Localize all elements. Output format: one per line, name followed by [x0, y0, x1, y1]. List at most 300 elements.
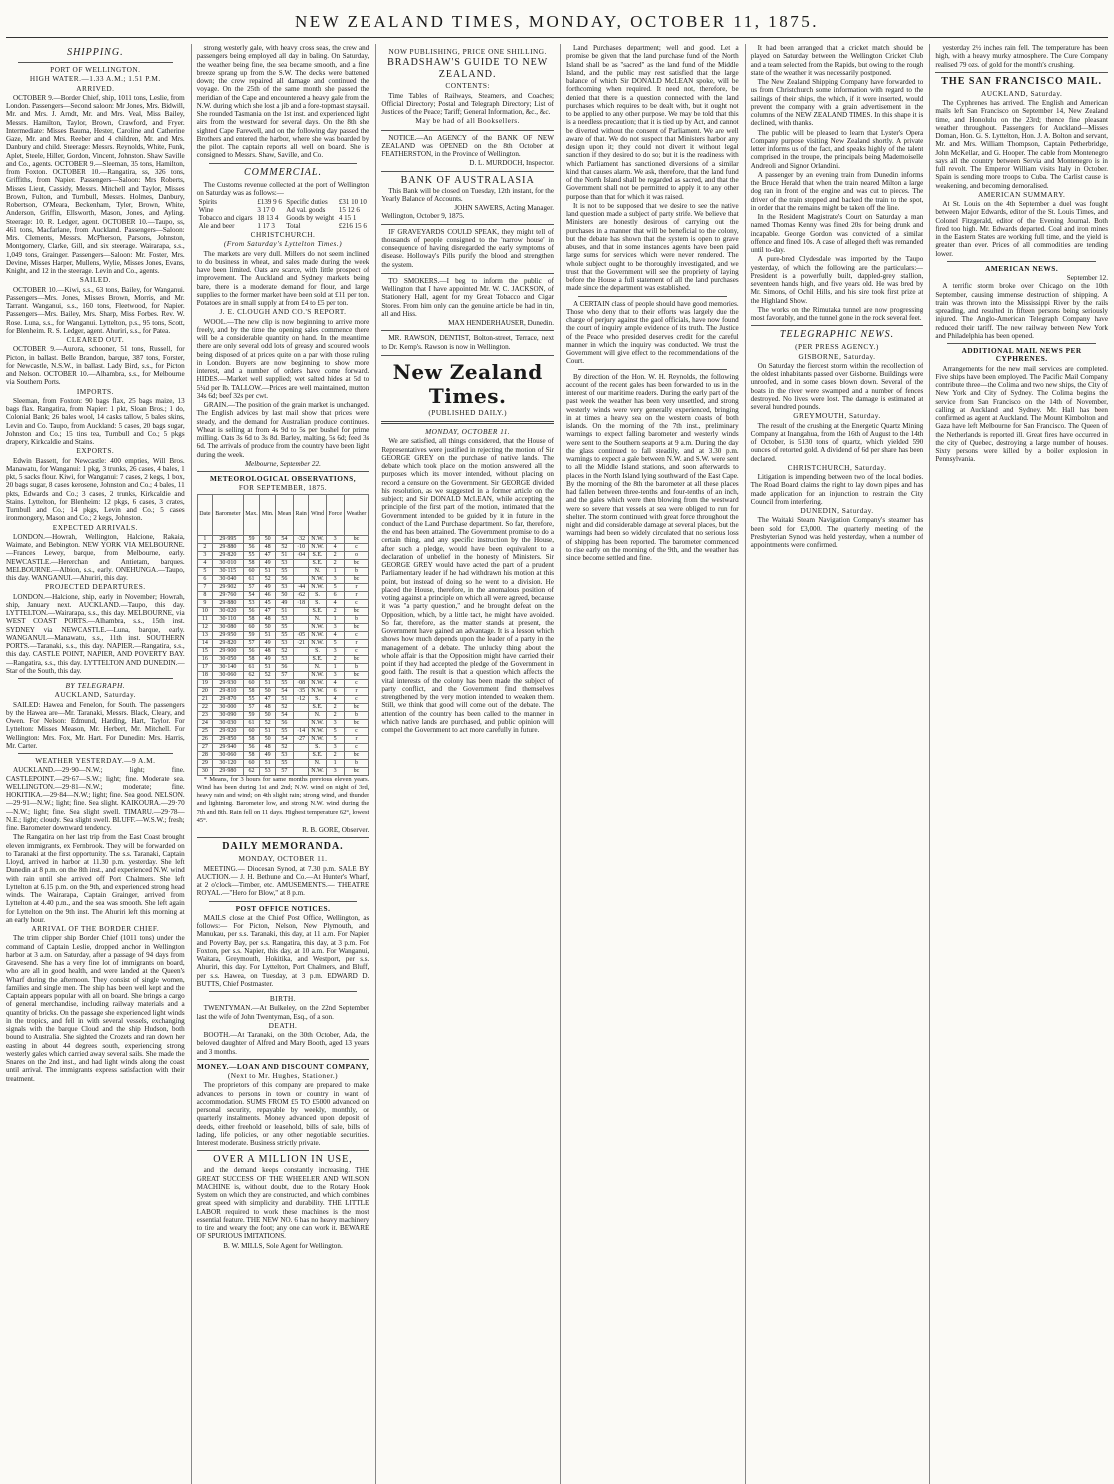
meteo-row [197, 671, 369, 679]
customs-intro: The Customs revenue collected at the port of Wellington on Saturday was as follows:— [196, 180, 370, 197]
meteo-cell: 24 [197, 719, 212, 727]
col4-text-4: By direction of the Hon. W. H. Reynolds, the following account of the recent gales has been forwarded to us in the interest of our maritime readers. During the early part of the past week the weather has been very unsettled, and strong westerly winds were very generally experienced, bringing in at times a heavy sea on the western coasts of both islands. On the morning of the 7th inst., preliminary warnings to expect falling barometer and westerly winds were sent to the Southern seaports at 9 a.m. During the day the glass continued to fall steadily, and at 3.30 p.m. warnings to expect a gale between N.W. and S.W. were sent to all the Middle Island stations, and soon afterwards to places in the North Island lying southward of the East Cape. By the morning of the 8th the barometer at all these places had fallen between three-tenths and four-tenths of an inch, and the gales which were then blowing from the westward were so severe that vessels at sea were obliged to run for shelter. The storm continued with great force throughout the night and did considerable damage at several places, but the warnings had been so widely circulated that no serious loss of shipping has been reported. The barometer commenced to rise early on the morning of the 9th, and the weather has since become settled and fine. [566, 372, 739, 562]
meteo-cell: 54 [275, 535, 293, 543]
meteo-cell: N.W. [309, 543, 326, 551]
contents-text: Time Tables of Railways, Steamers, and Coaches; Official Directory; Postal and Telegraph Directory; List of Justices of the Peace; Tariff; General Information, &c., &c. [381, 91, 554, 116]
meteo-cell: 46 [260, 591, 276, 599]
meteo-cell: bc [344, 559, 369, 567]
meteo-cell: 29·920 [213, 727, 244, 735]
meteo-cell: ·18 [293, 599, 308, 607]
meteo-cell: 49 [260, 583, 276, 591]
meteo-cell: ·35 [293, 687, 308, 695]
dateline-1: GISBORNE, Saturday. [798, 351, 876, 361]
meteo-cell: 48 [260, 703, 276, 711]
meteo-cell: 55 [275, 679, 293, 687]
meteo-cell [293, 759, 308, 767]
meteo-cell [293, 719, 308, 727]
meteo-row [197, 767, 369, 775]
port-heading: PORT OF WELLINGTON. [50, 65, 141, 74]
meteo-cell: 1 [326, 759, 344, 767]
meteo-header: Max. [243, 494, 260, 535]
meteo-cell: N.W. [309, 623, 326, 631]
meteo-cell: 29·880 [213, 543, 244, 551]
meteo-cell: 62 [243, 671, 260, 679]
meteo-cell: N.W. [309, 735, 326, 743]
meteo-cell: 51 [260, 631, 276, 639]
american-summary-text: At St. Louis on the 4th September a duel was fought between Major Edwards, editor of the St. Louis Times, and Colonel Fitzgerald, editor of the Evening Journal. Both fired too high. Mr. Edwards departed. Coal and iron mines in the Eastern States are working full time, and the yield is greater than ever. Prices of all commodities are tending lower. [935, 200, 1108, 258]
divider [935, 72, 1108, 73]
meteo-cell: 29·940 [213, 743, 244, 751]
divider [209, 901, 358, 902]
meteo-cell [293, 743, 308, 751]
meteo-row [197, 591, 369, 599]
sf-text: The Cyphrenes has arrived. The English and American mails left San Francisco on September 14, New Zealand time, and Honolulu on the 23rd; thence fine pleasant weather throughout. Passengers for Auckland—Misses Doman, Hon. G. S. Lyttelton, Hon. J. A. Bolton and servant, Mr. and Mrs. William Thompson, Captain Petherbridge, John McKellar, and G. Hooper. The cable from Montenegro says all the country between Servia and Montenegro is in full revolt. The Emperor William visits Italy in October. Spain is sending more troops to Cuba. The Carlist cause is weakening, and becoming demoralised. [935, 99, 1108, 190]
smokers-sign: MAX HENDERHAUSER, Dunedin. [448, 319, 554, 327]
meteo-cell: 51 [260, 663, 276, 671]
meteo-cell: 30·110 [213, 615, 244, 623]
divider [947, 343, 1096, 344]
meteo-cell: 58 [243, 751, 260, 759]
cleared-label: CLEARED OUT. [66, 335, 125, 344]
column-4 [560, 44, 739, 1484]
divider [209, 991, 358, 992]
meteo-heading: METEOROLOGICAL OBSERVATIONS, [209, 474, 357, 483]
meteo-row [197, 711, 369, 719]
shipping-notes: The Rangatira on her last trip from the East Coast brought eleven immigrants, ex Fernbrook. They will be forwarded on to Taranaki at the first opportunity. The s.s. Taranaki, Captain Lloyd, arrived in harbor at 11.30 p.m. yesterday. She left Dunedin at 8 p.m. on the 8th inst., and experienced N.W. wind with rain until she arrived off Port Chalmers. She left Lyttelton at 6.15 p.m. on the 9th, and experienced strong head winds. The Wairarapa, Captain Grainger, arrived from Lyttelton at 4.40 p.m., and the sea was smooth. She left again for Lyttelton on the 9th inst. The Ahuriri left this morning at an early hour. [6, 833, 185, 924]
meteo-cell: 4 [326, 695, 344, 703]
meteo-cell: S. [309, 591, 326, 599]
editorial-text: We are satisfied, all things considered, that the House of Representatives were justified in rejecting the motion of Sir GEORGE GREY on the purchase of native lands. The debate which took place on the motion answered all the purposes which its mover intended, without placing on record a censure on the Government. Sir GEORGE divided his resolution, as we suggested in a former article on the subject; and Sir DONALD McLEAN, while accepting the principle of the first part of the motion, intimated that the Government intended to be guided by it in future in the conduct of the Land Purchase department. So far, therefore, the end has been attained. The Government promise to do a certain thing, and any specific instruction by the House, after such a pledge, would have been equivalent to a declaration of unbelief in the honesty of Ministers. Sir GEORGE GREY would have acted the part of a prudent Parliamentary leader if he had withdrawn his motion at this point, but instead of doing so he went to a division. He placed the House, therefore, in the anomalous position of voting against a principle on which all were agreed, because it was "a party question," and he brought defeat on the Opposition, which, by a little tact, he might have avoided. So far, therefore, as the matter stands at present, the Government have gained an advantage. It is a lesson which shows how much depends upon the leader of a party in the management of a debate. The unlucky thing about the whole affair is that the Opposition might have carried their point if they had accepted the pledge of the Government in good faith. The result is that a question which affects the vital interests of the colony has been made the subject of party conflict, and the Government find themselves strengthened by the very motion intended to weaken them. Still, we think that good will come out of the debate. The attention of the country has been called to the manner in which native lands are purchased, and public opinion will compel the Government to act more carefully in future. [381, 437, 554, 734]
post-heading: POST OFFICE NOTICES. [235, 903, 331, 913]
meteo-cell: 29 [197, 759, 212, 767]
meteo-cell: r [344, 639, 369, 647]
meteo-cell: 30·140 [213, 663, 244, 671]
meteo-cell: 50 [260, 623, 276, 631]
daily-date: MONDAY, OCTOBER 11. [238, 854, 328, 864]
meteo-cell: N.W. [309, 727, 326, 735]
meteo-cell: 52 [275, 743, 293, 751]
customs-cell: 15 12 6 [338, 206, 360, 214]
meteo-cell: 3 [326, 671, 344, 679]
christchurch-text: The markets are very dull. Millers do not seem inclined to do business in wheat, and sales made during the week have been limited. Oats are scarce, with little prospect of improvement. The Auckland and Sydney markets being bare, there is a moderate demand for flour, and large supplies to the former market have been sold at £11 per ton. Potatoes are in small supply at from £4 to £5 per ton. [196, 249, 370, 307]
meteo-cell: S.E. [309, 551, 326, 559]
weather-text: AUCKLAND.—29·90—N.W.; light; fine. CASTLEPOINT.—29·67—S.W.; light; fine. Moderate sea. WELLINGTON.—29·81—N.W.; moderate; fine. HOKITIKA.—29·84—N.W.; light; fine. Sea good. NELSON.—29·91—N.W.; light; fine. Sea slight. KAIKOURA.—29·70—N.W.; light; fine. Sea slight swell. TIMARU.—29·78—N.E.; light; cloudy. Sea slight swell. BLUFF.—W.S.W.; fresh; fine. Barometer downward tendency. [6, 766, 185, 832]
exports-text: Edwin Bassett, for Newcastle: 400 empties, Will Bros. Manawatu, for Wanganui: 1 pkg, 3 trunks, 26 cases, 4 bales, 1 pkt, 5 sacks flour. Kiwi, for Wanganui: 7 cases, 2 kegs, 1 box, 20 bags sugar, 8 cases kerosene, Johnston and Co.; 4 bales, 11 pkts, Edwards and Co.; 3 cases, 2 trunks, Kirkcaldie and Stains. Lyttelton, for Blenheim: 12 pkgs, 6 cases, 3 crates, Turnbull and Co.; 14 pkgs, Levin and Co.; 5 cases ironmongery, Mason and Co.; 2 kegs, Johnston. [6, 456, 185, 523]
meteo-row [197, 679, 369, 687]
meteo-cell: S.E. [309, 751, 326, 759]
sf-dateline: AUCKLAND, Saturday. [980, 88, 1063, 98]
meteo-cell: 9 [197, 599, 212, 607]
dateline-4: DUNEDIN, Saturday. [800, 506, 874, 515]
meteo-cell: 3 [326, 767, 344, 775]
paper-subtitle: (PUBLISHED DAILY.) [428, 407, 507, 417]
meteo-cell [293, 671, 308, 679]
meteo-cell: 50 [260, 535, 276, 543]
meteo-cell: 8 [197, 591, 212, 599]
meteo-cell: 2 [326, 703, 344, 711]
meteo-cell: 56 [275, 719, 293, 727]
customs-cell: 4 15 1 [338, 214, 357, 222]
masthead: NEW ZEALAND TIMES, MONDAY, OCTOBER 11, 1875. [6, 8, 1108, 38]
death-text: BOOTH.—At Taranaki, on the 30th October, Ada, the beloved daughter of Alfred and Mary Booth, aged 13 years and 3 months. [196, 1031, 370, 1056]
dateline-3: CHRISTCHURCH, Saturday. [787, 462, 887, 472]
meteo-cell: r [344, 583, 369, 591]
meteo-cell: 58 [243, 615, 260, 623]
meteo-cell: r [344, 591, 369, 599]
meteo-cell: ·10 [293, 543, 308, 551]
meteo-cell: 51 [275, 551, 293, 559]
contents-label: CONTENTS: [445, 81, 490, 91]
meteo-header: Wind [309, 494, 326, 535]
meteo-cell: 55 [275, 727, 293, 735]
birth-heading: BIRTH. [269, 994, 297, 1003]
divider [197, 471, 370, 472]
customs-cell: Goods by weight [286, 214, 335, 222]
meteo-cell: 58 [243, 687, 260, 695]
meteo-row [197, 695, 369, 703]
meteo-cell: b [344, 567, 369, 575]
divider [209, 163, 358, 164]
col5-text-2: The New Zealand Shipping Company have forwarded to us from Christchurch some information with regard to the sailings of their ships, the which, if it were inserted, would prevent the company with a grain advertisement in the columns of the NEW ZEALAND TIMES. In this shape it is declined, with thanks. [750, 78, 924, 128]
meteo-cell: 2 [326, 751, 344, 759]
meteo-cell: bc [344, 671, 369, 679]
meteo-cell: 47 [260, 607, 276, 615]
meteo-cell [293, 711, 308, 719]
meteo-cell: 50 [275, 591, 293, 599]
meteo-cell [293, 767, 308, 775]
meteo-cell: 13 [197, 631, 212, 639]
notice-sign: D. L. MURDOCH, Inspector. [469, 159, 554, 168]
meteo-row [197, 623, 369, 631]
meteo-cell: 30 [197, 767, 212, 775]
meteo-cell: b [344, 615, 369, 623]
meteo-cell: 17 [197, 663, 212, 671]
divider [197, 1059, 370, 1060]
meteo-cell [293, 655, 308, 663]
daily-memoranda-heading: DAILY MEMORANDA. [222, 841, 344, 853]
report-text: WOOL.—The new clip is now beginning to arrive more freely, and by the time the opening sales commence there will be a considerable quantity on hand. In the meantime there are only several odd lots of greasy and scoured wools being disposed of at prices quite on a par with those ruling in London. Buyers are now beginning to show more interest, and a number of orders have come forward. HIDES.—Market well supplied; wet salted hides at 5d to 5¼d per lb. TALLOW.—Prices are well maintained, mutton 34s 6d; beef 32s per cwt. [196, 317, 370, 400]
bank-australasia-ad [381, 172, 554, 225]
meteo-cell: N. [309, 663, 326, 671]
meteo-cell: 55 [243, 695, 260, 703]
meteo-cell: 30·080 [213, 623, 244, 631]
meteo-cell: 30·060 [213, 751, 244, 759]
machine-heading: OVER A MILLION IN USE, [213, 1154, 353, 1166]
meteo-table [197, 494, 370, 776]
meteo-cell: 1 [326, 567, 344, 575]
meteo-cell: 29·995 [213, 535, 244, 543]
meteo-cell: 5 [326, 735, 344, 743]
meteo-cell: 3 [326, 535, 344, 543]
meteo-cell: 56 [243, 647, 260, 655]
meteo-cell: 58 [243, 559, 260, 567]
meteo-cell [293, 607, 308, 615]
meteo-cell: 60 [243, 567, 260, 575]
sailed-text: OCTOBER 10.—Kiwi, s.s., 63 tons, Bailey, for Wanganui. Passengers—Mrs. Jones, Misses Brown, Morris, and Mr. Tarrant. Wanganui, s.s., 160 tons, Fleetwood, for Napier. Passengers—Mrs. Bailey, Mrs. Sharp, Miss Forbes. Rev. W. Rose. Luna, s.s., for Wanganui. Lyttelton, p.s., 95 tons, Scott, for Blenheim. R. S. Ledger, agent. Ahuriri, s.s., for Patea. [6, 285, 185, 335]
meteo-cell: 29·760 [213, 591, 244, 599]
meteo-cell: 60 [243, 679, 260, 687]
meteo-cell: 28 [197, 751, 212, 759]
meteo-cell: 6 [326, 687, 344, 695]
col2-text: strong westerly gale, with heavy cross seas, the crew and passengers being employed all day in baling. On Saturday, the weather being fine, the sea became smooth, and a fine breeze sprang up from the S.W. The decks were battened down; the crew repaired all damage and continued the voyage. On the 25th of the same month she passed the meridian of the Cape and encountered a heavy gale from the N.W. during which she lost a jib and a fore-topmast staysail. She rounded Tasmania on the 1st inst. and experienced light airs from the westward for several days. On the 8th she sighted Cape Farewell, and on the following day passed the Brothers and entered the harbor, where she was boarded by the pilot. The captain reports all well on board. She is consigned to Messrs. Shaw, Saville, and Co. [196, 44, 370, 160]
editorial-date: MONDAY, OCTOBER 11. [425, 427, 511, 436]
meteo-cell [293, 567, 308, 575]
machine-text: and the demand keeps constantly increasing. THE GREAT SUCCESS OF THE WHEELER AND WILSON MACHINE is, without doubt, due to the Rotary Hook System on which they are constructed, and which combines great speed with simplicity and durability. THE LITTLE LABOR required to work these machines is the most essential feature. THE NEW NO. 6 has no heavy machinery to tire and weary the foot; any one can work it. BEWARE OF SPURIOUS IMITATIONS. [196, 1166, 370, 1241]
meteo-cell: 3 [326, 575, 344, 583]
exports-label: EXPORTS. [76, 446, 115, 456]
auckland-label: AUCKLAND, Saturday. [54, 690, 137, 700]
departures-label: PROJECTED DEPARTURES. [45, 582, 146, 592]
meteo-cell [293, 615, 308, 623]
daily-text: MEETING.— Diocesan Synod, at 7.30 p.m. SALE BY AUCTION.— J. H. Bethune and Co.—At Hunter's Wharf, at 2 o'clock—Timber, etc. AMUSEMENTS.— THEATRE ROYAL.—"Hero for Blow," at 8 p.m. [196, 864, 370, 898]
meteo-row [197, 543, 369, 551]
meteo-cell: N.W. [309, 679, 326, 687]
col4-text-1: Land Purchases department; well and good. Let a promise be given that the land purchase fund of the North Island shall be as "sacred" as the land fund of the Middle Island, and the public may rest satisfied that the large balance of which Sir DONALD McLEAN spoke, will be forthcoming when required. It need not, therefore, be denied that there is a question connected with the land purchases which requires to be dealt with, but it ought not to be applied to any other purpose. We may be told that this is a needless precaution; that it is tied up by Act, and cannot be diverted without the consent of Parliament. We are well aware of that. We do not suspect that Ministers harbor any design upon it; they could not divert it without legal sanction if they desired to do so; but it is the readiness with which Parliament has sanctioned diversions of a similar kind that causes alarm. We ask, therefore, that the land fund of the North Island shall be regarded as sacred, and that the Government shall not be permitted to apply it to any other purpose than that for which it was raised. [566, 44, 739, 201]
customs-cell: £31 10 10 [338, 198, 367, 206]
meteo-cell: bc [344, 655, 369, 663]
meteo-cell: S. [309, 743, 326, 751]
meteo-cell: 3 [197, 551, 212, 559]
meteo-cell: 54 [275, 687, 293, 695]
meteo-cell: 29·880 [213, 599, 244, 607]
meteo-note: * Means, for 3 hours for same months previous eleven years. Wind has been during 1st and 2nd; N.W. wind on night of 3rd, heavy rain and wind; on 4th slight rain; strong wind, and thunder and lightning. Barometer low, and strong N.W. wind during the 7th and 8th. Rain fell on 11 days. Highest temperature 62°, lowest 45°. [196, 775, 370, 824]
meteo-cell: 30·060 [213, 671, 244, 679]
meteo-cell: S.E. [309, 703, 326, 711]
meteo-cell: 56 [243, 743, 260, 751]
paper-title: New Zealand Times. [392, 359, 543, 408]
report-date: Melbourne, September 22. [245, 459, 321, 468]
death-heading: DEATH. [268, 1020, 298, 1030]
meteo-cell: b [344, 711, 369, 719]
divider [947, 261, 1096, 262]
meteo-cell: 56 [275, 663, 293, 671]
meteo-row [197, 583, 369, 591]
meteo-cell: 55 [275, 631, 293, 639]
meteo-cell: N.W. [309, 583, 326, 591]
meteo-cell: c [344, 695, 369, 703]
meteo-cell: ·27 [293, 735, 308, 743]
meteo-row [197, 735, 369, 743]
telegraphic-heading: TELEGRAPHIC NEWS. [779, 329, 895, 341]
meteo-cell: ·14 [293, 727, 308, 735]
american-news-date: September 12. [1066, 274, 1108, 282]
meteo-cell: 3 [326, 623, 344, 631]
meteo-cell: 52 [275, 703, 293, 711]
meteo-cell: ·21 [293, 639, 308, 647]
meteo-cell: 3 [326, 743, 344, 751]
meteo-row [197, 751, 369, 759]
customs-cell: 18 13 4 [257, 214, 279, 222]
meteo-cell: 59 [243, 535, 260, 543]
meteo-cell: ·08 [293, 679, 308, 687]
meteo-cell: 29·900 [213, 647, 244, 655]
meteo-cell [293, 751, 308, 759]
meteo-cell: 30·120 [213, 759, 244, 767]
customs-table [197, 198, 370, 230]
meteo-cell: 5 [326, 583, 344, 591]
imports-label: IMPORTS. [76, 386, 114, 396]
meteo-row [197, 759, 369, 767]
meteo-cell: S. [309, 647, 326, 655]
columns [6, 44, 1108, 1484]
meteo-cell: N.W. [309, 639, 326, 647]
divider [578, 369, 727, 370]
col4-text-2: It is not to be supposed that we desire to see the native land question made a subject of party strife. We believe that Ministers are honestly desirous of carrying out the purchases in a manner that will be beneficial to the colony, but the debate has shown that the system is open to grave abuses, and that in some instances agents have been paid large sums for services which were never rendered. The whole subject ought to be thoroughly investigated, and we trust that the Government will see the propriety of laying before the House a full statement of all the land purchases made since the department was established. [566, 201, 739, 293]
meteo-cell: 4 [326, 543, 344, 551]
booksellers: May be had of all Booksellers. [415, 116, 520, 126]
meteo-row [197, 631, 369, 639]
meteo-cell: 54 [243, 591, 260, 599]
meteo-cell: bc [344, 751, 369, 759]
meteo-cell: N.W. [309, 719, 326, 727]
col5-text-3: The public will be pleased to learn that Lyster's Opera Company purpose visiting New Zealand shortly. A private letter informs us of the fact, and speaks highly of the talent comprised in the troupe, the principals being Mademoiselle Andreoli and Signor Orlandini. [750, 128, 924, 170]
customs-row [197, 198, 370, 206]
meteo-cell: 30·020 [213, 607, 244, 615]
smokers-text: TO SMOKERS.—I beg to inform the public of Wellington that I have appointed Mr. W. C. JACKSON, of Stationery Hall, agent for my Great Tobacco and Cigar Stores. From him only can the genuine article be had in tin, all and Hiss. [381, 276, 554, 318]
meteo-cell: 53 [275, 583, 293, 591]
meteo-cell: 52 [260, 575, 276, 583]
meteo-cell: S.E. [309, 655, 326, 663]
loan-subheading: (Next to Mr. Hughes, Stationer.) [227, 1071, 339, 1080]
col6-text-1: yesterday 2½ inches rain fell. The temperature has been high, with a heavy murky atmosphere. The Cure Company realised 79 ozs. of gold for the month's crushing. [935, 44, 1108, 69]
meteo-cell: 62 [243, 767, 260, 775]
meteo-cell: 60 [243, 727, 260, 735]
meteo-cell: 20 [197, 687, 212, 695]
col5-text-4: A passenger by an evening train from Dunedin informs the Bruce Herald that when the train neared Milton a large dog ran in front of the engine and was cut to pieces. The driver of the train stopped and backed the train to the spot, in order that the remains might be taken off the line. [750, 170, 924, 212]
column-3 [375, 44, 554, 1484]
meteo-cell: 57 [243, 703, 260, 711]
meteo-cell: c [344, 727, 369, 735]
meteo-cell: 57 [243, 639, 260, 647]
meteo-cell: 49 [275, 599, 293, 607]
additional-mail-text: Arrangements for the new mail services are completed. Five ships have been employed. The Pacific Mail Company contribute three—the Colima and two new ships, the City of New York and City of Sydney. The Colima begins the service from San Francisco on the 14th of November, calling at Auckland and Sydney. Mr. Hall has been confirmed as agent at Auckland. The Mount Kimbolton and Gaza have left Melbourne for San Francisco. The Queen of the Netherlands is reported ill. Great fires have occurred in the city of Quebec, destroying a large number of houses. Sixty persons were killed by a boiler explosion in Pennsylvania. [935, 364, 1108, 464]
customs-cell: Wine [198, 206, 214, 214]
meteo-cell: 56 [275, 575, 293, 583]
american-news-heading: AMERICAN NEWS. [985, 263, 1059, 273]
meteo-cell: 51 [260, 567, 276, 575]
meteo-cell: 49 [260, 751, 276, 759]
divider [751, 325, 924, 326]
meteo-row [197, 551, 369, 559]
meteo-row [197, 663, 369, 671]
meteo-cell: 58 [243, 735, 260, 743]
auckland-text: SAILED: Hawea and Fenelon, for South. The passengers by the Hawea are—Mr. Taranaki, Messrs. Black, Cleary, and Owen. For Nelson: Edmund, Harding, Hart, Taylor. For Lyttelton: Misses Meason, Mr. Herbert, Mr. Mitchell. For Wellington: Mrs. Fox, Mr. Hart. For Dunedin: Mrs. Harris, Mr. Carter. [6, 700, 185, 750]
meteo-cell: 29·820 [213, 639, 244, 647]
telegraph-label: BY TELEGRAPH. [65, 681, 126, 690]
meteo-cell: N.W. [309, 767, 326, 775]
customs-cell: Ad val. goods [286, 206, 326, 214]
meteo-cell: 30·050 [213, 655, 244, 663]
col4-text-3: A CERTAIN class of people should have good memories. Those who deny that to their efforts was largely due the charge of perjury against the gaol officials, have now found the court of inquiry ample evidence of its truth. The Justice of the Peace who presided deserves credit for the careful manner in which the inquiry was conducted. We trust the Government will give effect to the recommendations of the Court. [566, 299, 739, 366]
meteo-cell: 55 [275, 623, 293, 631]
meteo-cell: 61 [243, 575, 260, 583]
meteo-cell: 30·090 [213, 711, 244, 719]
meteo-cell: 53 [243, 599, 260, 607]
meteo-cell: 11 [197, 615, 212, 623]
meteo-cell: o [344, 551, 369, 559]
meteo-cell: bc [344, 535, 369, 543]
arrival-label: ARRIVAL OF THE BORDER CHIEF. [31, 924, 160, 933]
meteo-cell: 52 [275, 543, 293, 551]
meteo-cell: 2 [326, 551, 344, 559]
meteo-cell: 23 [197, 711, 212, 719]
christchurch-source: (From Saturday's Lyttelton Times.) [223, 239, 343, 249]
meteo-cell: 7 [197, 583, 212, 591]
meteo-cell: 49 [260, 639, 276, 647]
meteo-row [197, 655, 369, 663]
american-summary-heading: AMERICAN SUMMARY. [977, 189, 1066, 199]
meteo-cell: 22 [197, 703, 212, 711]
meteo-cell: 57 [243, 583, 260, 591]
meteo-cell: 4 [326, 679, 344, 687]
meteo-cell: 53 [275, 655, 293, 663]
customs-row [197, 206, 370, 214]
meteo-cell: 2 [326, 711, 344, 719]
christchurch-label: CHRISTCHURCH. [250, 230, 316, 239]
meteo-cell: N. [309, 615, 326, 623]
meteo-cell: 50 [260, 735, 276, 743]
meteo-cell: ·62 [293, 591, 308, 599]
sailed-label: SAILED. [79, 275, 111, 285]
meteo-cell: 5 [197, 567, 212, 575]
meteo-cell: 29·902 [213, 583, 244, 591]
customs-cell: Specific duties [286, 198, 328, 206]
meteo-cell: 56 [243, 543, 260, 551]
meteo-cell: 58 [243, 655, 260, 663]
meteo-row [197, 615, 369, 623]
meteo-cell: 15 [197, 647, 212, 655]
meteo-cell: 29·980 [213, 767, 244, 775]
meteo-row [197, 743, 369, 751]
meteo-cell: 57 [275, 767, 293, 775]
meteo-cell: 49 [260, 655, 276, 663]
meteo-cell: 54 [275, 711, 293, 719]
meteo-cell: N. [309, 759, 326, 767]
meteo-cell: 53 [275, 559, 293, 567]
meteo-header: Force [326, 494, 344, 535]
meteo-cell: N. [309, 711, 326, 719]
bank-text: This Bank will be closed on Tuesday, 12th instant, for the Yearly Balance of Accounts. [381, 186, 554, 203]
imports-text: Sleeman, from Foxton: 90 bags flax, 25 bags maize, 13 bags flax. Rangatira, from Napier: 1 pkt, Sloan Bros.; 1 do, Colonial Bank; 26 bales wool, 14 casks tallow, 5 bales skins, Levin and Co. Taupo, from Auckland: 5 cases, 20 bags sugar, Johnston and Co.; 15 tins tea, Turnbull and Co.; 5 pkgs drapery, Kirkcaldie and Stains. [6, 396, 185, 446]
report-label: J. E. CLOUGH AND CO.'S REPORT. [219, 307, 347, 317]
divider [18, 753, 173, 754]
meteo-cell: 29·870 [213, 695, 244, 703]
meteo-cell: b [344, 759, 369, 767]
meteo-cell: 53 [275, 639, 293, 647]
meteo-cell: 2 [326, 607, 344, 615]
bank-nz-ad [381, 131, 554, 172]
meteo-cell: 48 [260, 615, 276, 623]
meteo-cell: 19 [197, 679, 212, 687]
smokers-ad [381, 274, 554, 332]
arrived-label: ARRIVED. [76, 83, 115, 93]
meteo-cell: 30·010 [213, 559, 244, 567]
meteo-cell: bc [344, 623, 369, 631]
meteo-cell: 21 [197, 695, 212, 703]
dentist-text: MR. RAWSON, DENTIST, Bolton-street, Terrace, next to Dr. Kemp's. Rawson is now in Wellington. [381, 334, 554, 351]
meteo-cell: 55 [275, 567, 293, 575]
meteo-cell: 48 [260, 647, 276, 655]
meteo-cell: r [344, 735, 369, 743]
meteo-row [197, 687, 369, 695]
meteo-cell: 56 [243, 607, 260, 615]
tele-text-2: The result of the crushing at the Energetic Quartz Mining Company at Inangahua, from the 16th of August to the 14th of October, is 5130 tons of quartz, which yielded 590 ounces of retorted gold. A dividend of 6d per share has been declared. [750, 421, 924, 463]
commercial-heading: COMMERCIAL. [244, 166, 322, 178]
notice-text: NOTICE.—An AGENCY of the BANK OF NEW ZEALAND was OPENED on the 8th October at FEATHERSTON, in the Province of Wellington. [381, 133, 554, 158]
column-1 [6, 44, 185, 1484]
meteo-cell: 52 [260, 719, 276, 727]
meteo-cell: 2 [326, 655, 344, 663]
